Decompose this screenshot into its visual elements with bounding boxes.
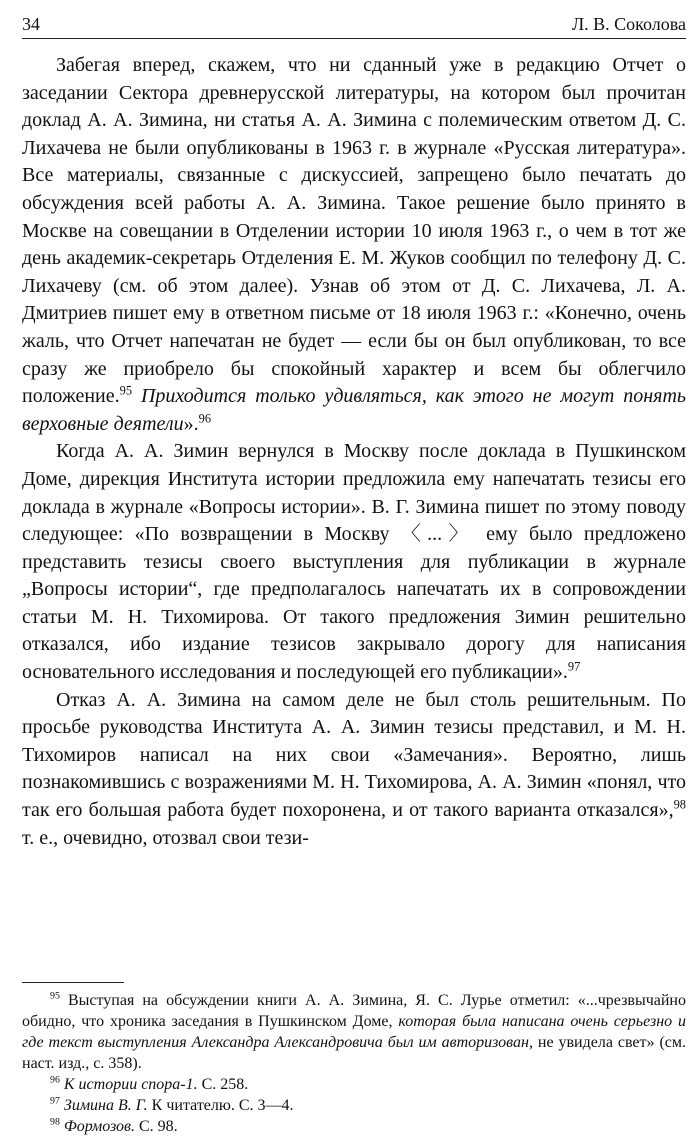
footnote-ref-95: 95 — [119, 383, 133, 398]
page-header — [22, 14, 686, 39]
footnote-text: Выступая на обсуждении книги А. А. Зимина, Я. С. Лурье отметил: «...чрезвычайно обидно, что хроника заседания в Пушкинском Доме, — [22, 992, 686, 1030]
page-number: 34 — [22, 14, 40, 34]
footnote-text: , не увидела свет» (см. наст. изд., с. 358). — [22, 1034, 687, 1072]
footnote-ref-98: 98 — [673, 797, 686, 812]
paragraph-3 — [22, 687, 686, 853]
footnote-text: К читателю. С. 3—4. — [147, 1097, 294, 1114]
footnote-text: С. 258. — [197, 1076, 249, 1093]
paragraph-1 — [22, 52, 686, 438]
footnote-96 — [22, 1074, 686, 1095]
footnote-number: 95 — [50, 990, 60, 1002]
footnote-number: 96 — [50, 1074, 60, 1086]
footnotes — [22, 990, 686, 1137]
footnote-ref-96: 96 — [198, 411, 212, 426]
paragraph-3-tail: т. е., очевидно, отозвал свои тези- — [22, 826, 309, 849]
footnote-95 — [22, 990, 686, 1074]
paragraph-1-text: Забегая вперед, скажем, что ни сданный уже в редакцию Отчет о заседании Сектора древнерусской литературы, на котором был прочитан доклад А. А. Зимина, ни статья А. А. Зимина с полемическим ответом Д. С. Лихачева не были опубликованы в 1963 г. в журнале «Русская литература». Все материалы, связанные с дискуссией, запрещено было печатать до обсуждения всей работы А. А. Зимина. Такое решение было принято в Москве на совещании в Отделении истории 10 июля 1963 г., о чем в тот же день академик-секретарь Отделения Е. М. Жуков сообщил по телефону Д. С. Лихачеву (см. об этом далее). Узнав об этом от Д. С. Лихачева, Л. А. Дмитриев пишет ему в ответном письме от 18 июля 1963 г.: «Конечно, очень жаль, что Отчет напечатан не будет — если бы он был опубликован, то все сразу же приобрело бы спокойный характер и всем бы облегчило положение. — [22, 54, 686, 408]
main-text — [22, 52, 686, 852]
footnote-separator — [22, 982, 124, 983]
quote-close: ». — [183, 412, 199, 435]
footnote-number: 97 — [50, 1095, 60, 1107]
footnote-ref-97: 97 — [567, 659, 581, 674]
footnote-italic: которая была написана очень серьезно и где текст выступления Александра Александровича был им авторизован — [22, 1013, 686, 1051]
footnote-98 — [22, 1116, 686, 1137]
footnote-italic: Формозов. — [59, 1118, 135, 1135]
footnote-italic: К истории спора-1. — [59, 1076, 198, 1093]
footnote-text: С. 98. — [134, 1118, 178, 1135]
footnote-italic: Зимина В. Г. — [59, 1097, 148, 1114]
running-title: Л. В. Соколова — [571, 14, 686, 34]
footnote-number: 98 — [50, 1116, 60, 1128]
footnote-97 — [22, 1095, 686, 1116]
paragraph-2 — [22, 438, 686, 686]
paragraph-2-text: Когда А. А. Зимин вернулся в Москву после доклада в Пушкинском Доме, дирекция Института истории предложила ему напечатать тезисы его доклада в журнале «Вопросы истории». В. Г. Зимина пишет по этому поводу следующее: «По возвращении в Москву 〈...〉 ему было предложено представить тезисы своего выступления для публикации в журнале „Вопросы истории“, где предполагалось напечатать их в сопровождении статьи М. Н. Тихомирова. От такого предложения Зимин решительно отказался, ибо издание тезисов закрывало дорогу для написания основательного исследования и последующей его публикации». — [22, 440, 686, 684]
quote-italic: Приходится только удивляться, как этого не могут понять верховные деятели — [22, 385, 686, 435]
paragraph-3-text: Отказ А. А. Зимина на самом деле не был столь решительным. По просьбе руководства Института А. А. Зимин тезисы представил, и М. Н. Тихомиров написал на них свои «Замечания». Вероятно, лишь познакомившись с возражениями М. Н. Тихомирова, А. А. Зимин «понял, что так его большая работа будет похоронена, и от такого варианта отказался», — [22, 688, 686, 822]
